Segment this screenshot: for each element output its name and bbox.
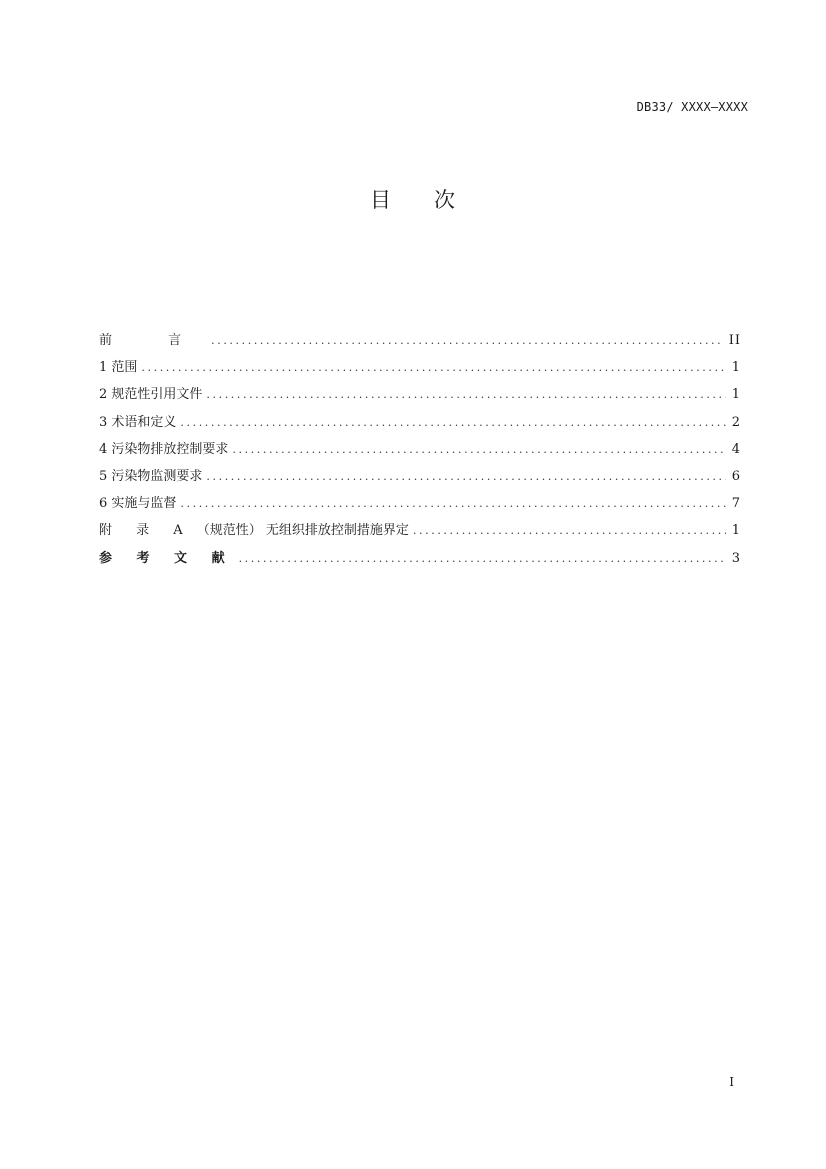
toc-dot-leader <box>141 361 725 374</box>
toc-entry-monitoring[interactable] <box>99 465 741 492</box>
toc-entry-page: 1 <box>731 387 741 403</box>
toc-entry-label <box>99 519 409 538</box>
standard-code: DB33/ XXXX—XXXX <box>636 100 748 114</box>
toc-entry-appendix-a[interactable] <box>99 519 741 546</box>
toc-dot-leader <box>180 416 725 429</box>
toc-dot-leader <box>413 524 726 537</box>
toc-entry-page: 6 <box>731 468 741 484</box>
toc-dot-leader <box>206 470 725 483</box>
toc-entry-page: 4 <box>731 441 741 457</box>
toc-entry-normative-references[interactable] <box>99 383 741 410</box>
toc-entry-implementation[interactable] <box>99 492 741 519</box>
toc-entry-bibliography[interactable] <box>99 547 741 574</box>
toc-entry-scope[interactable] <box>99 356 741 383</box>
toc-entry-label: 前 言 <box>99 333 208 348</box>
page-number: I <box>729 1075 734 1089</box>
toc-entry-page: 3 <box>731 550 741 566</box>
toc-dot-leader <box>211 334 723 347</box>
toc-entry-label: 参 考 文 献 <box>99 550 235 566</box>
toc-entry-emission-control[interactable] <box>99 438 741 465</box>
toc-entry-page: II <box>728 333 741 348</box>
toc-dot-leader <box>239 552 726 565</box>
toc-dot-leader <box>206 388 725 401</box>
toc-entry-label: 6 实施与监督 <box>99 496 177 512</box>
toc-entry-label: 2 规范性引用文件 <box>99 387 203 403</box>
toc-entry-label: 1 范围 <box>99 360 138 376</box>
page-title <box>0 184 826 214</box>
toc-appendix-prefix: 附 录 A <box>99 523 193 539</box>
toc-dot-leader <box>180 497 725 510</box>
toc-entry-label: 3 术语和定义 <box>99 414 177 430</box>
toc-entry-foreword[interactable] <box>99 329 741 356</box>
toc-appendix-title: （规范性） 无组织排放控制措施界定 <box>196 523 409 539</box>
page-title-part2: 次 <box>434 188 456 212</box>
toc-entry-page: 7 <box>731 496 741 512</box>
page-title-part1: 目 <box>370 188 392 212</box>
toc-entry-terms-definitions[interactable] <box>99 411 741 438</box>
toc-entry-label: 4 污染物排放控制要求 <box>99 441 229 457</box>
table-of-contents <box>99 329 741 574</box>
toc-entry-page: 2 <box>731 414 741 430</box>
toc-entry-page: 1 <box>731 523 741 539</box>
toc-dot-leader <box>232 443 725 456</box>
toc-entry-page: 1 <box>731 360 741 376</box>
toc-entry-label: 5 污染物监测要求 <box>99 468 203 484</box>
